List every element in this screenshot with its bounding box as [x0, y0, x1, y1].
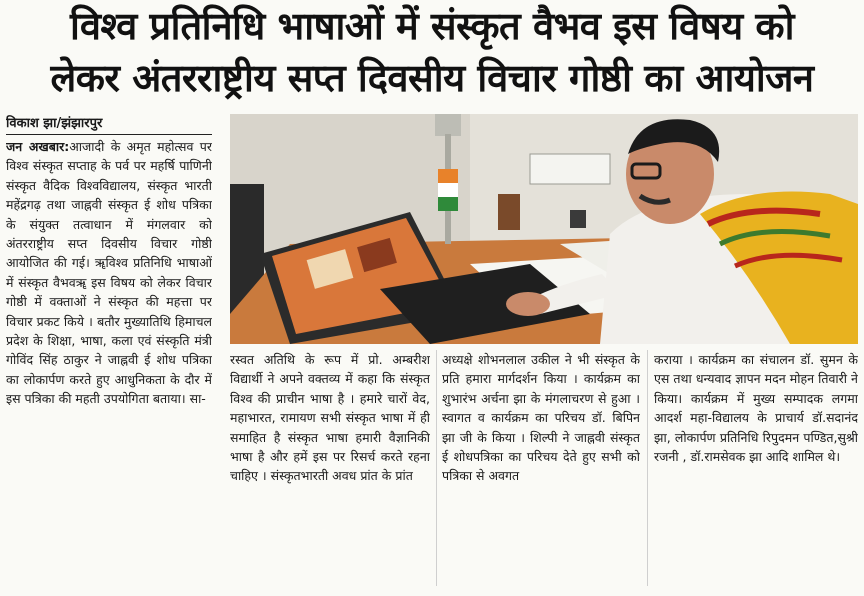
headline	[0, 0, 864, 112]
article-column-1	[6, 137, 212, 592]
article-column-4: कराया । कार्यक्रम का संचालन डॉ. सुमन के एस तथा धन्यवाद ज्ञापन मदन मोहन तिवारी ने किया। कार्यक्रम में मुख्य सम्पादक लगमा आदर्श महा-विद्यालय के प्राचार्य डॉ.सदानंद झा, लोकार्पण प्रतिनिधि रिपुदमन पण्डित,सुश्री रजनी , डॉ.रामसेवक झा आदि शामिल थे।	[654, 352, 858, 465]
headline-line-1: विश्व प्रतिनिधि भाषाओं में संस्कृत वैभव इस विषय को	[70, 4, 794, 48]
headline-line-2: लेकर अंतरराष्ट्रीय सप्त दिवसीय विचार गोष्ठी का आयोजन	[50, 56, 814, 100]
column-divider-2	[647, 350, 648, 586]
column-divider-1	[436, 350, 437, 586]
article-column-1-text: आजादी के अमृत महोत्सव पर विश्व संस्कृत सप्ताह के पर्व पर महर्षि पाणिनी संस्कृत वैदिक विश्वविद्यालय, संस्कृत भारती महेंद्रगढ़ तथा जाह्नवी संस्कृत ई शोध पत्रिका के संयुक्त तत्वाधान में मंगलवार को अंतरराष्ट्रीय सप्त दिवसीय विचार गोष्ठी आयोजित की गई। ॠविश्व प्रतिनिधि भाषाओं में संस्कृत वैभवॠ इस विषय को लेकर विचार गोष्ठी में वक्ताओं ने संस्कृत की महत्ता पर विचार प्रकट किये । बतौर मुख्यातिथि हिमाचल प्रदेश के शिक्षा, भाषा, कला एवं संस्कृति मंत्री गोविंद सिंह ठाकुर ने जाह्नवी ई शोध पत्रिका का लोकार्पण करते हुए आधुनिकता के दौर में इस पत्रिका की महती उपयोगिता बताया। सा-	[6, 139, 212, 407]
news-photo	[230, 114, 858, 344]
photo-laptop-speaker-icon	[230, 114, 858, 344]
lead-label: जन अखबार:	[6, 139, 70, 154]
byline: विकाश झा/झंझारपुर	[6, 114, 212, 135]
article-column-2: रस्वत अतिथि के रूप में प्रो. अम्बरीश विद्यार्थी ने अपने वक्तव्य में कहा कि संस्कृत विश्व की प्राचीन भाषा है । हमारे चारों वेद, महाभारत, रामायण सभी संस्कृत भाषा में ही समाहित है संस्कृत भाषा हमारी वैज्ञानिकी भाषा है और हमें इस पर रिसर्च करते रहना चाहिए । संस्कृतभारती अवध प्रांत के प्रांत	[230, 352, 430, 484]
article-column-3: अध्यक्षे शोभनलाल उकील ने भी संस्कृत के प्रति हमारा मार्गदर्शन किया । कार्यक्रम का शुभारंभ अर्चना झा के मंगलाचरण से हुआ । स्वागत व कार्यक्रम का परिचय डॉ. बिपिन झा जी के किया । शिल्पी ने जाह्नवी संस्कृत ई शोधपत्रिका का परिचय देते हुए सभी को पत्रिका से अवगत	[442, 352, 640, 484]
